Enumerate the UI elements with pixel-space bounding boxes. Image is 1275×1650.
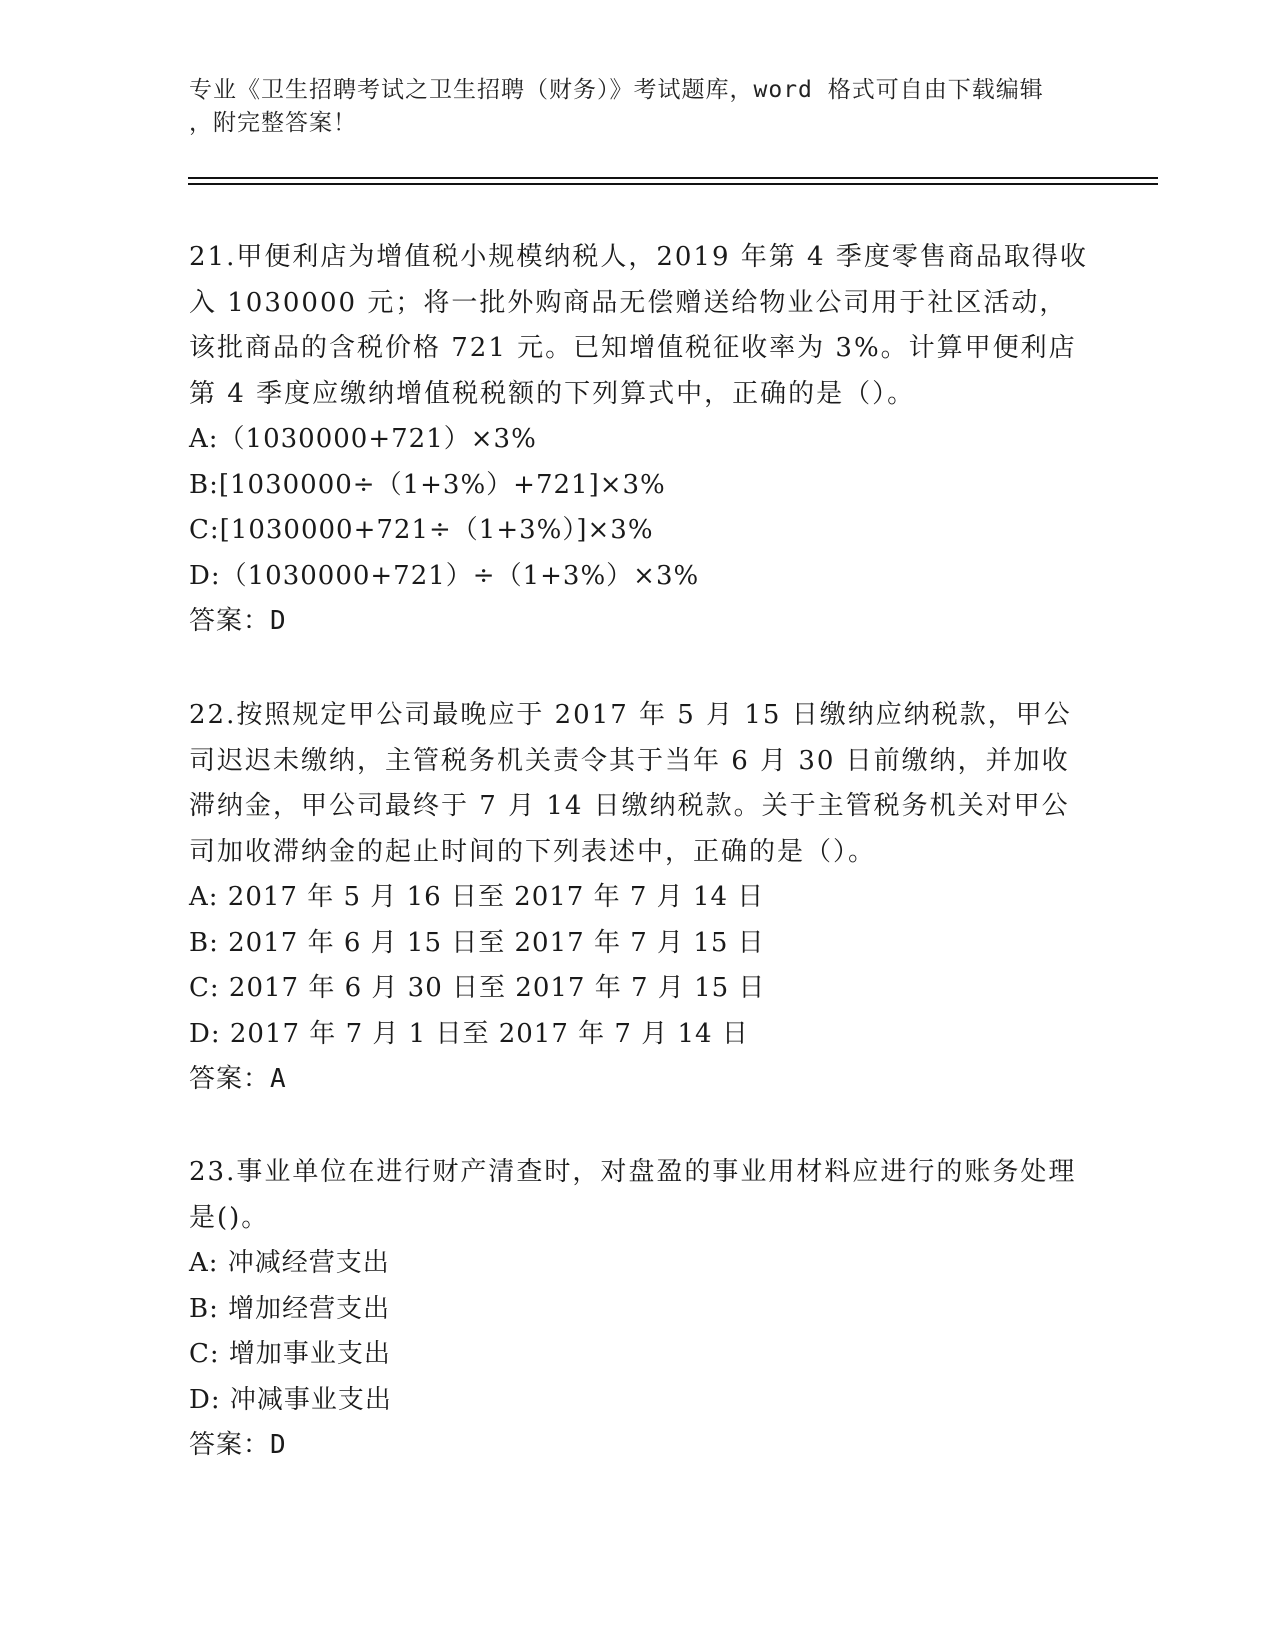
- answer: 答案：D: [189, 606, 287, 636]
- option-a: A: 2017 年 5 月 16 日至 2017 年 7 月 14 日: [189, 882, 765, 912]
- option-c: C:[1030000+721÷（1+3%）]×3%: [189, 515, 654, 545]
- option-c: C: 增加事业支出: [189, 1339, 391, 1369]
- question-stem: 23.事业单位在进行财产清查时，对盘盈的事业用材料应进行的账务处理是()。: [189, 1157, 1077, 1233]
- answer: 答案：D: [189, 1430, 287, 1460]
- question-23: [189, 1150, 1089, 1469]
- option-b: B:[1030000÷（1+3%）+721]×3%: [189, 469, 666, 500]
- answer: 答案：A: [189, 1064, 287, 1094]
- question-stem: 22.按照规定甲公司最晚应于 2017 年 5 月 15 日缴纳应纳税款，甲公司迟迟未缴纳，主管税务机关责令其于当年 6 月 30 日前缴纳，并加收滞纳金，甲公司最终于 7 月 14 日缴纳税款。关于主管税务机关对甲公司加收滞纳金的起止时间的下列表述中，正确的是（）。: [189, 700, 1072, 867]
- option-d: D: 2017 年 7 月 1 日至 2017 年 7 月 14 日: [189, 1018, 749, 1049]
- question-22: [189, 693, 1089, 1103]
- option-b: B: 2017 年 6 月 15 日至 2017 年 7 月 15 日: [189, 927, 765, 958]
- option-b: B: 增加经营支出: [189, 1293, 391, 1324]
- option-a: A:（1030000+721）×3%: [189, 424, 537, 454]
- question-stem: 21.甲便利店为增值税小规模纳税人，2019 年第 4 季度零售商品取得收入 1030000 元；将一批外购商品无偿赠送给物业公司用于社区活动，该批商品的含税价格 721 元。已知增值税征收率为 3%。计算甲便利店第 4 季度应缴纳增值税税额的下列算式中，正确的是（）。: [189, 242, 1088, 409]
- header-line-2: ，附完整答案！: [189, 110, 357, 136]
- option-d: D: 冲减事业支出: [189, 1384, 392, 1415]
- header-divider-bottom: [188, 183, 1158, 185]
- header-line-1: 专业《卫生招聘考试之卫生招聘（财务）》考试题库，word 格式可自由下载编辑: [189, 77, 1044, 103]
- option-d: D:（1030000+721）÷（1+3%）×3%: [189, 560, 700, 591]
- document-header: [189, 74, 1089, 140]
- question-21: [189, 235, 1089, 645]
- option-a: A: 冲减经营支出: [189, 1248, 390, 1278]
- header-divider-top: [188, 177, 1158, 179]
- option-c: C: 2017 年 6 月 30 日至 2017 年 7 月 15 日: [189, 973, 766, 1003]
